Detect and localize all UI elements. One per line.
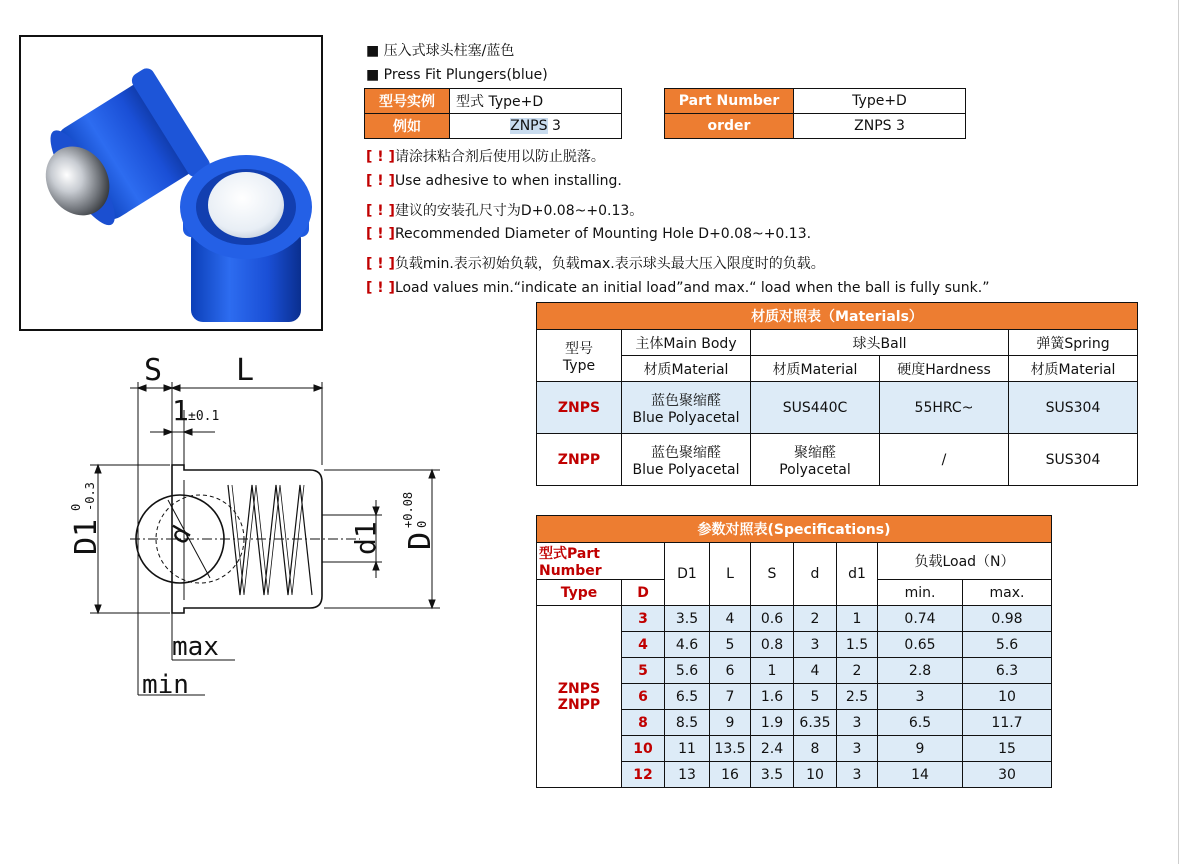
- example-cn-value-1: 型式 Type+D: [450, 89, 622, 114]
- svg-text:±0.1: ±0.1: [188, 409, 220, 424]
- materials-title: 材质对照表（Materials）: [537, 303, 1138, 330]
- dim-d1-outer-label: D1: [69, 518, 104, 555]
- materials-spring-material: 材质Material: [1009, 356, 1138, 382]
- product-photo: [19, 35, 323, 331]
- dim-d1-inner-label: d1: [349, 521, 382, 555]
- dim-max-label: max: [172, 632, 219, 662]
- dim-s-label: S: [144, 353, 163, 388]
- svg-text:-0.3: -0.3: [83, 482, 97, 511]
- specs-type-header: Type: [537, 580, 622, 606]
- specs-title: 参数对照表(Specifications): [537, 516, 1052, 543]
- note-1: [ ! ]请涂抹粘合剂后使用以防止脱落。: [366, 149, 605, 165]
- example-cn-header-1: 型号实例: [365, 89, 450, 114]
- table-row: 6 6.5 7 1.6 5 2.5 3 10: [537, 684, 1052, 710]
- note-6: [ ! ]Load values min.“indicate an initial load”and max.“ load when the ball is fully sunk.”: [366, 280, 990, 296]
- dim-ball-d-label: d: [164, 520, 198, 550]
- dim-d-label: D: [403, 531, 438, 550]
- product-title-cn: ■ 压入式球头柱塞/蓝色: [366, 43, 515, 59]
- table-row: 10 11 13.5 2.4 8 3 9 15: [537, 736, 1052, 762]
- materials-ball-hardness: 硬度Hardness: [880, 356, 1009, 382]
- example-table-en: [664, 88, 966, 139]
- materials-ball-material: 材质Material: [751, 356, 880, 382]
- specs-type-value: ZNPS ZNPP: [537, 606, 622, 788]
- table-row: ZNPP 蓝色聚缩醛 Blue Polyacetal 聚缩醛 Polyacetal / SUS304: [537, 434, 1138, 486]
- note-2: [ ! ]Use adhesive to when installing.: [366, 173, 622, 189]
- page-right-border: [1178, 0, 1179, 864]
- table-row: ZNPS ZNPP 3 3.5 4 0.6 2 1 0.74 0.98: [537, 606, 1052, 632]
- table-row: 5 5.6 6 1 4 2 2.8 6.3: [537, 658, 1052, 684]
- note-4: [ ! ]Recommended Diameter of Mounting Hole D+0.08~+0.13.: [366, 226, 812, 242]
- table-row: ZNPS 蓝色聚缩醛 Blue Polyacetal SUS440C 55HRC~ SUS304: [537, 382, 1138, 434]
- note-5: [ ! ]负载min.表示初始负载，负载max.表示球头最大压入限度时的负载。: [366, 256, 825, 272]
- dim-one-label: 1: [172, 394, 189, 427]
- materials-body-material: 材质Material: [622, 356, 751, 382]
- specs-d-header: D: [622, 580, 665, 606]
- svg-text:+0.08: +0.08: [401, 491, 415, 528]
- selected-text-highlight[interactable]: ZNPS: [510, 118, 548, 134]
- note-3: [ ! ]建议的安装孔尺寸为D+0.08~+0.13。: [366, 203, 644, 219]
- table-row: 12 13 16 3.5 10 3 14 30: [537, 762, 1052, 788]
- example-en-header-2: order: [665, 114, 794, 139]
- product-title-en: ■ Press Fit Plungers(blue): [366, 67, 548, 83]
- example-en-header-1: Part Number: [665, 89, 794, 114]
- example-cn-value-2: ZNPS 3: [450, 114, 622, 139]
- specs-load-header: 负载Load（N）: [878, 543, 1052, 580]
- example-en-value-1: Type+D: [794, 89, 966, 114]
- table-row: 4 4.6 5 0.8 3 1.5 0.65 5.6: [537, 632, 1052, 658]
- svg-text:0: 0: [69, 503, 83, 511]
- materials-table: [536, 302, 1138, 486]
- materials-ball-header: 球头Ball: [751, 330, 1009, 356]
- svg-text:0: 0: [415, 520, 429, 528]
- technical-drawing: [60, 350, 460, 710]
- example-cn-header-2: 例如: [365, 114, 450, 139]
- materials-spring-header: 弹簧Spring: [1009, 330, 1138, 356]
- materials-body-header: 主体Main Body: [622, 330, 751, 356]
- materials-type-header: 型号 Type: [537, 330, 622, 382]
- example-en-value-2: ZNPS 3: [794, 114, 966, 139]
- specifications-table: 参数对照表(Specifications) 型式Part Number D1 L S d d1 负载Load（N） Type D min. max. ZNPS ZNPP 3 3.5 4 0.6 2 1 0.74 0.98 4 4.6 5 0.8 3 1.5 0.65 5.6 5 5.6 6 1 4 2 2.8 6.3 6 6.5 7 1.6 5 2.5 3 10 8 8.5 9 1.9 6.35 3 6.5 11.7 10 11 13.5 2.4 8 3 9 15 12 13 16 3.5 10 3 14 30: [536, 515, 1052, 788]
- plunger-photo-illustration: [21, 37, 321, 329]
- specs-part-number-header: 型式Part Number: [537, 543, 665, 580]
- dim-min-label: min: [142, 670, 189, 700]
- example-table-cn: [364, 88, 622, 139]
- table-row: 8 8.5 9 1.9 6.35 3 6.5 11.7: [537, 710, 1052, 736]
- dim-l-label: L: [236, 353, 255, 388]
